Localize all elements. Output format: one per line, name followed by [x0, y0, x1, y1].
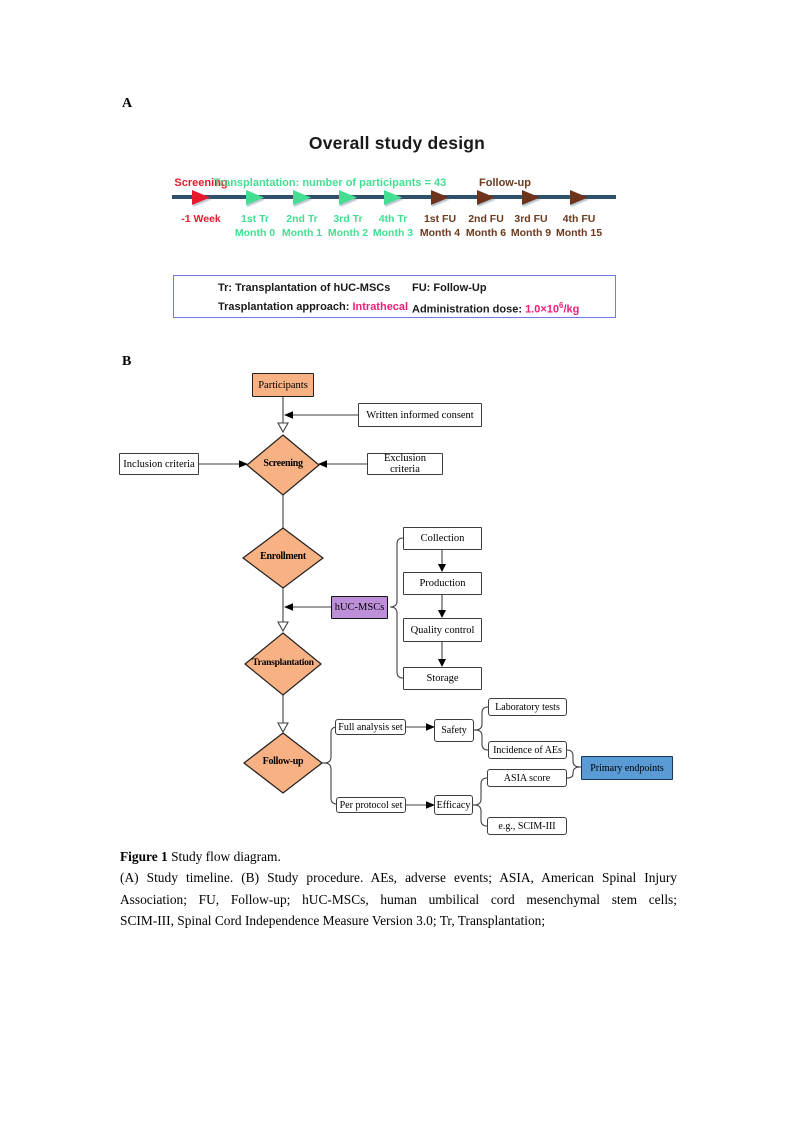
fu2-arrow-icon: [477, 190, 495, 205]
event-sublabel: Month 9: [510, 227, 552, 239]
caption-body-line: SCIM-III, Spinal Cord Independence Measure Version 3.0; Tr, Transplantation;: [120, 912, 546, 928]
phase-label-screening: Screening: [174, 177, 228, 189]
node-laboratory-tests: Laboratory tests: [488, 698, 567, 716]
brace-safety-outcomes: [475, 707, 488, 750]
diamond-label-followup: Follow-up: [262, 756, 304, 767]
figure-caption: [120, 846, 677, 931]
node-per-protocol-set: Per protocol set: [336, 797, 406, 813]
phase-label-followup: Follow-up: [479, 177, 531, 189]
fu1-arrow-icon: [431, 190, 449, 205]
arrowhead-consent-icon: [284, 411, 293, 418]
event-label: 3rd FU: [514, 213, 548, 225]
dose-value: 1.0×10: [525, 303, 560, 316]
caption-title-line: [120, 846, 677, 867]
node-written-consent: Written informed consent: [358, 403, 482, 427]
study-design-title: Overall study design: [308, 133, 486, 153]
event-label: 2nd FU: [468, 213, 504, 225]
node-inclusion-criteria: Inclusion criteria: [119, 453, 199, 475]
brace-hucmscs-chain: [390, 538, 403, 678]
tr4-arrow-icon: [384, 190, 402, 205]
event-label: 1st FU: [423, 213, 457, 225]
approach-label: Trasplantation approach:: [218, 301, 353, 313]
node-incidence-of-aes: Incidence of AEs: [488, 741, 567, 759]
arrowhead-quality-icon: [438, 610, 446, 618]
figure-number: Figure 1: [120, 849, 168, 864]
dose-label: Administration dose:: [412, 303, 526, 316]
legend-fu-definition: FU: Follow-Up: [412, 282, 487, 294]
legend-dose: [412, 301, 579, 316]
node-primary-endpoints: Primary endpoints: [581, 756, 673, 780]
approach-value: Intrathecal: [352, 301, 409, 313]
phase-label-transplantation: Transplantation: number of participants = 43: [213, 177, 447, 189]
arrowhead-production-icon: [438, 564, 446, 572]
node-production: Production: [403, 572, 482, 595]
node-scim-iii: e.g., SCIM-III: [487, 817, 567, 835]
node-exclusion-criteria: Exclusion criteria: [367, 453, 443, 475]
arrowhead-hucmscs-icon: [284, 603, 293, 610]
event-sublabel: Month 15: [555, 227, 603, 239]
timeline-event-fu4: [544, 212, 614, 240]
tr1-arrow-icon: [246, 190, 264, 205]
panel-b-label: B: [122, 354, 132, 369]
timeline: [172, 190, 616, 205]
arrowhead-screening-open-icon: [278, 423, 288, 432]
arrowhead-transplantation-open-icon: [278, 622, 288, 631]
event-label: 1st Tr: [240, 213, 269, 225]
event-label: -1 Week: [181, 213, 221, 225]
event-label: 3rd Tr: [333, 213, 363, 225]
event-sublabel: Month 6: [465, 227, 507, 239]
node-asia-score: ASIA score: [487, 769, 567, 787]
dose-unit: /kg: [563, 303, 580, 316]
event-sublabel: Month 1: [281, 227, 323, 239]
fu3-arrow-icon: [522, 190, 540, 205]
node-full-analysis-set: Full analysis set: [335, 719, 406, 735]
event-sublabel: Month 2: [327, 227, 369, 239]
fu4-arrow-icon: [570, 190, 588, 205]
caption-body-line: Association; FU, Follow-up; hUC-MSCs, human umbilical cord mesenchymal stem cells;: [120, 891, 677, 907]
node-efficacy: Efficacy: [434, 795, 473, 815]
panel-a-label: A: [122, 96, 133, 111]
node-quality-control: Quality control: [403, 618, 482, 642]
legend-approach: [218, 301, 408, 313]
node-storage: Storage: [403, 667, 482, 690]
node-safety: Safety: [434, 719, 474, 742]
brace-efficacy-outcomes: [474, 778, 487, 826]
figure-title: Study flow diagram.: [167, 849, 281, 864]
tr2-arrow-icon: [293, 190, 311, 205]
event-sublabel: Month 0: [234, 227, 276, 239]
event-label: 2nd Tr: [286, 213, 318, 225]
caption-body-line: (A) Study timeline. (B) Study procedure. AEs, adverse events; ASIA, American Spinal Injury: [120, 870, 677, 886]
arrowhead-storage-icon: [438, 659, 446, 667]
arrowhead-followup-open-icon: [278, 723, 288, 732]
event-sublabel: Month 3: [372, 227, 414, 239]
event-label: 4th Tr: [378, 213, 408, 225]
legend-tr-definition: Tr: Transplantation of hUC-MSCs: [218, 282, 391, 294]
event-sublabel: Month 4: [419, 227, 461, 239]
node-huc-mscs: hUC-MSCs: [331, 596, 388, 619]
diamond-label-enrollment: Enrollment: [260, 551, 306, 562]
brace-primary-endpoints: [567, 750, 580, 778]
node-collection: Collection: [403, 527, 482, 550]
dose-exponent: 6: [559, 301, 564, 310]
node-participants: Participants: [252, 373, 314, 397]
diamond-label-screening: Screening: [263, 458, 303, 469]
diamond-label-transplantation: Transplantation: [252, 657, 314, 668]
event-label: 4th FU: [562, 213, 596, 225]
tr3-arrow-icon: [339, 190, 357, 205]
screening-arrow-icon: [192, 190, 210, 205]
